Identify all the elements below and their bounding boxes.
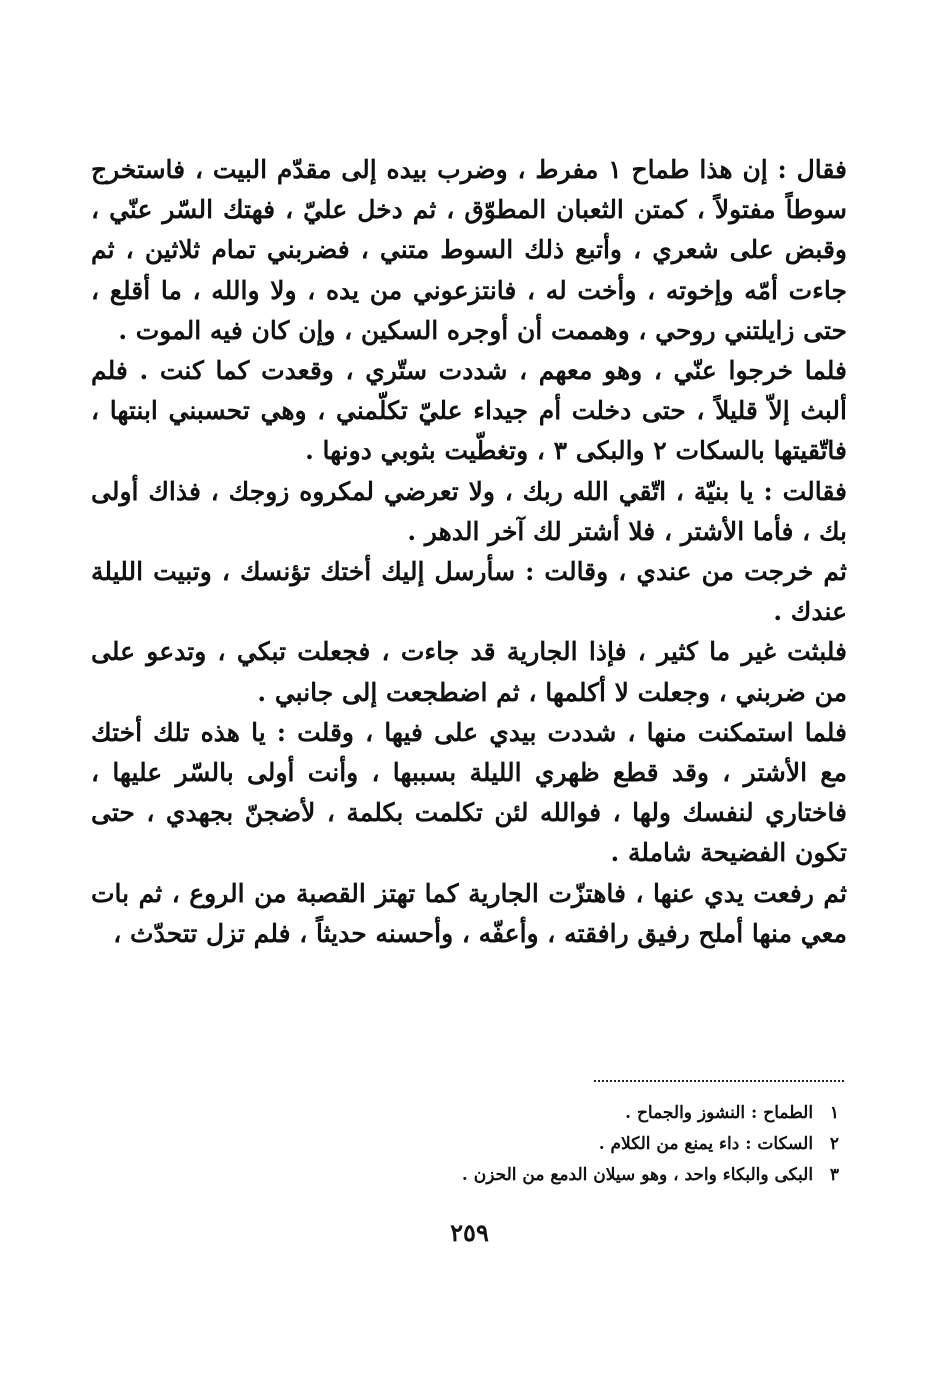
paragraph-5: فلبثت غير ما كثير ، فإذا الجارية قد جاءت ، فجعلت تبكي ، وتدعو على من ضربني ، وجعلت لا أكلمها ، ثم اضطجعت إلى جانبي . xyxy=(91,637,847,707)
paragraph-6: فلما استمكنت منها ، شددت بيدي على فيها ، وقلت : يا هذه تلك أختك مع الأشتر ، وقد قطع ظهري الليلة بسببها ، وأنت أولى بالسّر عليها ، فاختاري لنفسك ولها ، فوالله لئن تكلمت بكلمة ، لأضجنّ بجهدي ، حتى تكون الفضيحة شاملة . xyxy=(91,717,847,868)
footnote-number: ١ xyxy=(829,1103,839,1123)
page-number: ٢٥٩ xyxy=(450,1218,489,1247)
footnote-3 xyxy=(239,1160,839,1191)
paragraph-2: فلما خرجوا عنّي ، وهو معهم ، شددت ستّري ، وقعدت كما كنت . فلم ألبث إلاّ قليلاً ، حتى دخلت أم جيداء عليّ تكلّمني ، وهي تحسبني ابنتها ، فاتّقيتها بالسكات ٢ والبكى ٣ ، وتغطّيت بثوبي دونها . xyxy=(91,356,847,466)
footnote-number: ٣ xyxy=(829,1165,839,1185)
paragraph-1: فقال : إن هذا طماح ١ مفرط ، وضرب بيده إلى مقدّم البيت ، فاستخرج سوطاً مفتولاً ، كمتن الثعبان المطوّق ، ثم دخل عليّ ، فهتك السّر عنّي ، وقبض على شعري ، وأتبع ذلك السوط متني ، فضربني تمام ثلاثين ، ثم جاءت أمّه وإخوته ، وأخت له ، فانتزعوني من يده ، ولا والله ، ما أقلع ، حتى زايلتني روحي ، وهممت أن أوجره السكين ، وإن كان فيه الموت . xyxy=(91,155,847,345)
footnote-2 xyxy=(239,1129,839,1160)
footnotes xyxy=(239,1098,839,1191)
paragraph-7: ثم رفعت يدي عنها ، فاهتزّت الجارية كما تهتز القصبة من الروع ، ثم بات معي منها أملح رفيق رافقته ، وأعفّه ، وأحسنه حديثاً ، فلم تزل تتحدّث ، xyxy=(91,878,847,948)
footnote-number: ٢ xyxy=(829,1134,839,1154)
footnote-divider xyxy=(594,1080,844,1082)
footnote-text: البكى والبكاء واحد ، وهو سيلان الدمع من الحزن . xyxy=(461,1165,814,1185)
footnote-text: الطماح : النشوز والجماح . xyxy=(625,1103,814,1123)
paragraph-4: ثم خرجت من عندي ، وقالت : سأرسل إليك أختك تؤنسك ، وتبيت الليلة عندك . xyxy=(91,557,847,627)
footnote-text: السكات : داء يمنع من الكلام . xyxy=(598,1134,814,1154)
main-text xyxy=(91,150,847,954)
footnote-1 xyxy=(239,1098,839,1129)
paragraph-3: فقالت : يا بنيّة ، اتّقي الله ربك ، ولا تعرضي لمكروه زوجك ، فذاك أولى بك ، فأما الأشتر ، فلا أشتر لك آخر الدهر . xyxy=(91,476,847,546)
